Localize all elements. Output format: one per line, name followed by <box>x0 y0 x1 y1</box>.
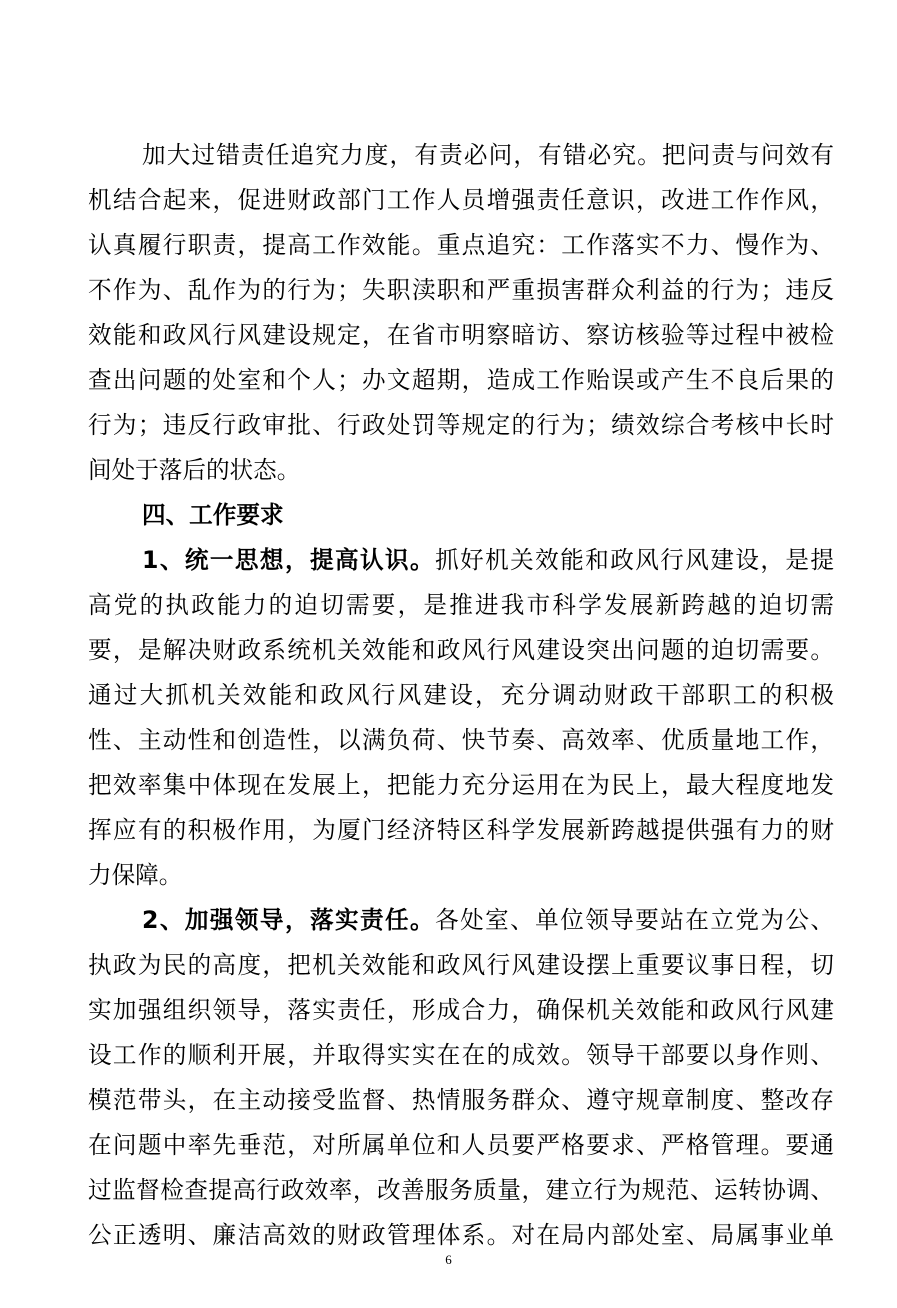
paragraph-line: 查出问题的处室和个人；办文超期，造成工作贻误或产生不良后果的 <box>88 366 834 394</box>
paragraph-line: 要，是解决财政系统机关效能和政风行风建设突出问题的迫切需要。 <box>88 636 834 664</box>
paragraph-line: 挥应有的积极作用，为厦门经济特区科学发展新跨越提供强有力的财 <box>88 816 834 844</box>
paragraph-line: 不作为、乱作为的行为；失职渎职和严重损害群众利益的行为；违反 <box>88 276 834 304</box>
item-2-lead: 2、加强领导，落实责任。 <box>142 906 436 934</box>
item-1-first-line <box>142 543 834 577</box>
item-1-lead: 1、统一思想，提高认识。 <box>142 546 436 574</box>
paragraph-line: 设工作的顺利开展，并取得实实在在的成效。领导干部要以身作则、 <box>88 1041 834 1069</box>
paragraph-line: 加大过错责任追究力度，有责必问，有错必究。把问责与问效有 <box>142 141 834 169</box>
paragraph-line: 行为；违反行政审批、行政处罚等规定的行为；绩效综合考核中长时 <box>88 411 834 439</box>
paragraph-line: 执政为民的高度，把机关效能和政风行风建设摆上重要议事日程，切 <box>88 951 834 979</box>
paragraph-line: 在问题中率先垂范，对所属单位和人员要严格要求、严格管理。要通 <box>88 1131 834 1159</box>
paragraph-line: 通过大抓机关效能和政风行风建设，充分调动财政干部职工的积极 <box>88 681 834 709</box>
paragraph-line: 模范带头，在主动接受监督、热情服务群众、遵守规章制度、整改存 <box>88 1086 834 1114</box>
paragraph-line: 高党的执政能力的迫切需要，是推进我市科学发展新跨越的迫切需 <box>88 591 834 619</box>
paragraph-line: 公正透明、廉洁高效的财政管理体系。对在局内部处室、局属事业单 <box>88 1221 834 1249</box>
page-number: 6 <box>445 1252 452 1267</box>
paragraph-line: 力保障。 <box>88 861 183 889</box>
item-2-first-line <box>142 903 834 937</box>
paragraph-line: 间处于落后的状态。 <box>88 456 301 484</box>
paragraph-line: 效能和政风行风建设规定，在省市明察暗访、察访核验等过程中被检 <box>88 321 834 349</box>
paragraph-line: 把效率集中体现在发展上，把能力充分运用在为民上，最大程度地发 <box>88 771 834 799</box>
paragraph-line: 实加强组织领导，落实责任，形成合力，确保机关效能和政风行风建 <box>88 996 834 1024</box>
item-2-first-line-text: 各处室、单位领导要站在立党为公、 <box>435 906 835 934</box>
item-1-first-line-text: 抓好机关效能和政风行风建设，是提 <box>435 546 835 574</box>
section-heading: 四、工作要求 <box>142 501 284 529</box>
paragraph-line: 认真履行职责，提高工作效能。重点追究：工作落实不力、慢作为、 <box>88 231 834 259</box>
paragraph-line: 机结合起来，促进财政部门工作人员增强责任意识，改进工作作风， <box>88 186 834 214</box>
paragraph-line: 性、主动性和创造性，以满负荷、快节奏、高效率、优质量地工作， <box>88 726 834 754</box>
paragraph-line: 过监督检查提高行政效率，改善服务质量，建立行为规范、运转协调、 <box>88 1176 834 1204</box>
